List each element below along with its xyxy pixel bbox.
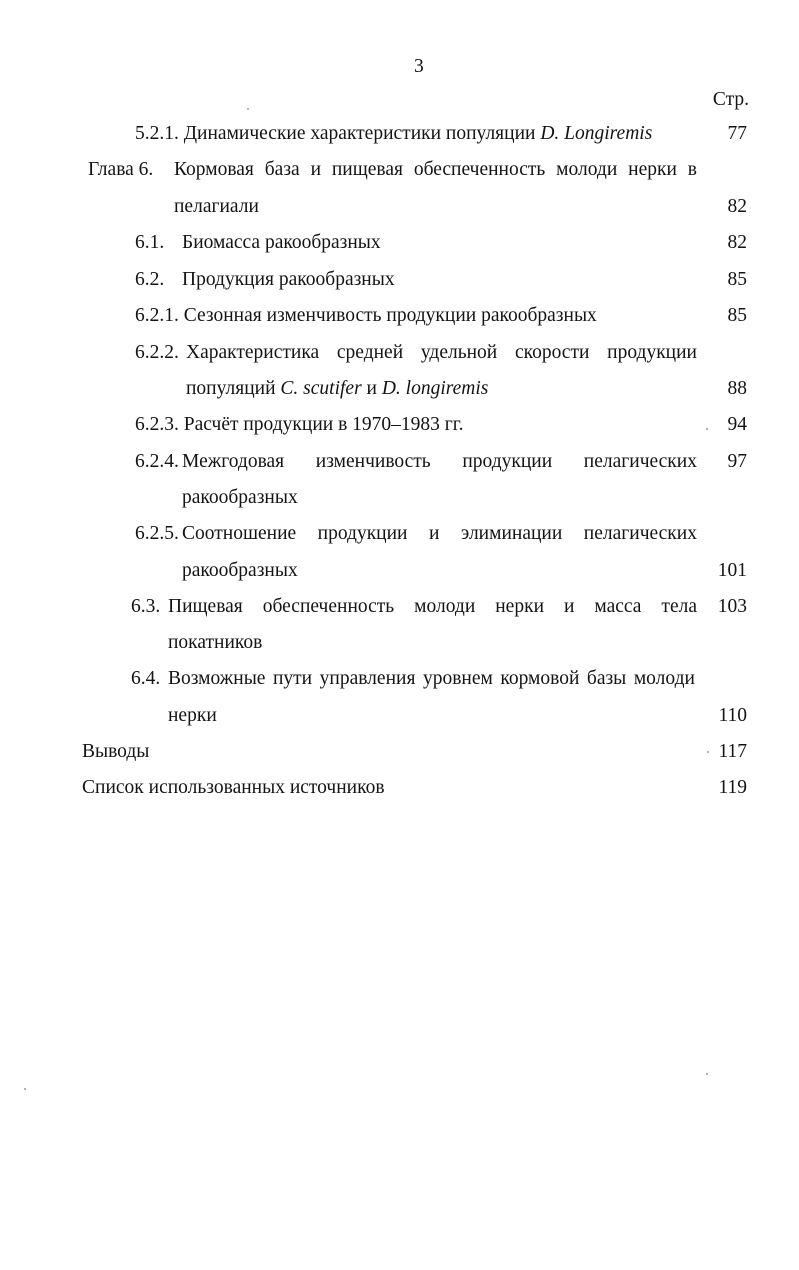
toc-entry-6-2-number: 6.2.	[135, 269, 165, 290]
word: тела	[661, 596, 697, 617]
word: уровнем	[422, 668, 493, 689]
word: управления	[319, 668, 416, 689]
word: обеспеченность	[413, 159, 546, 180]
toc-page-6-1: 82	[727, 232, 747, 253]
word: база	[264, 159, 300, 180]
word: нерки	[495, 596, 544, 617]
toc-entry-6-4-number: 6.4.	[131, 668, 161, 689]
toc-entry-6-2-1	[135, 304, 597, 328]
toc-entry-title: Динамические характеристики популяции	[183, 123, 541, 144]
toc-page-references: 119	[718, 777, 747, 798]
toc-chapter-6-number: Глава 6.	[88, 159, 154, 180]
toc-entry-6-2-5-number: 6.2.5.	[135, 523, 179, 544]
toc-references: Список использованных источников	[82, 777, 385, 798]
toc-page-conclusions: 117	[718, 741, 747, 762]
scan-speck	[706, 1073, 708, 1075]
scan-speck	[706, 428, 708, 430]
species-name: D. Longiremis	[540, 123, 653, 144]
scan-speck	[707, 751, 709, 753]
toc-entry-6-3-number: 6.3.	[131, 596, 161, 617]
toc-conclusions: Выводы	[82, 741, 150, 762]
toc-entry-6-2-5-title	[182, 522, 697, 546]
word: базы	[586, 668, 627, 689]
toc-page-6-2-5: 101	[717, 560, 747, 581]
species-name: C. scutifer	[280, 378, 362, 399]
word: пелагических	[583, 523, 697, 544]
toc-entry-6-2-2-title-cont	[186, 377, 488, 401]
toc-entry-6-2-4-number: 6.2.4.	[135, 451, 179, 472]
toc-entry-5-2-1	[135, 122, 652, 146]
toc-page-5-2-1: 77	[727, 123, 747, 144]
toc-page-6-4: 110	[718, 705, 747, 726]
toc-entry-6-1-title: Биомасса ракообразных	[182, 232, 381, 253]
text: популяций	[186, 378, 281, 399]
toc-page-6-2-2: 88	[727, 378, 747, 399]
scan-speck	[247, 108, 249, 110]
word: скорости	[514, 342, 590, 363]
word: пищевая	[331, 159, 403, 180]
toc-page-6-2-3: 94	[727, 414, 747, 435]
scan-speck	[24, 1088, 26, 1090]
toc-page-6-2: 85	[727, 269, 747, 290]
toc-entry-6-3-title	[168, 595, 697, 619]
toc-entry-title: Сезонная изменчивость продукции ракообразных	[183, 305, 597, 326]
toc-entry-6-2-5-title-cont: ракообразных	[182, 560, 298, 581]
word: Кормовая	[174, 159, 254, 180]
word: удельной	[420, 342, 498, 363]
toc-entry-6-3-title-cont: покатников	[168, 632, 263, 653]
word: обеспеченность	[262, 596, 395, 617]
word: молоди	[556, 159, 618, 180]
word: нерки	[628, 159, 677, 180]
toc-page-6-2-1: 85	[727, 305, 747, 326]
toc-entry-number: 6.2.1.	[135, 305, 179, 326]
toc-entry-6-1-number: 6.1.	[135, 232, 165, 253]
toc-entry-6-2-title: Продукция ракообразных	[182, 269, 395, 290]
toc-entry-6-2-4-title	[182, 450, 697, 474]
toc-chapter-6-title-cont: пелагиали	[174, 196, 259, 217]
word: продукции	[462, 451, 553, 472]
word: пути	[272, 668, 313, 689]
text: и	[361, 378, 382, 399]
toc-page-6-3: 103	[717, 596, 747, 617]
species-name: D. longiremis	[381, 378, 489, 399]
word: Возможные	[168, 668, 266, 689]
toc-entry-title: Расчёт продукции в 1970–1983 гг.	[183, 414, 464, 435]
word: Межгодовая	[182, 451, 285, 472]
word: кормовой	[500, 668, 580, 689]
word: пелагических	[583, 451, 697, 472]
word: продукции	[317, 523, 408, 544]
word: масса	[594, 596, 642, 617]
toc-page-ch6: 82	[727, 196, 747, 217]
word: элиминации	[460, 523, 563, 544]
word: молоди	[414, 596, 476, 617]
word: продукции	[607, 342, 697, 363]
toc-entry-number: 6.2.3.	[135, 414, 179, 435]
toc-entry-6-4-title	[168, 667, 695, 691]
page-number: 3	[414, 56, 424, 77]
toc-entry-6-2-2-number: 6.2.2.	[135, 342, 179, 363]
word: в	[687, 159, 697, 180]
word: и	[310, 159, 321, 180]
toc-entry-6-2-2-title	[186, 341, 697, 365]
word: изменчивость	[315, 451, 431, 472]
word: и	[563, 596, 575, 617]
toc-entry-6-4-title-cont: нерки	[168, 705, 217, 726]
toc-entry-number: 5.2.1.	[135, 123, 179, 144]
page-column-header: Стр.	[712, 89, 749, 110]
word: Соотношение	[182, 523, 297, 544]
word: молоди	[633, 668, 695, 689]
word: Характеристика	[186, 342, 320, 363]
toc-entry-6-2-4-title-cont: ракообразных	[182, 487, 298, 508]
toc-entry-6-2-3	[135, 413, 463, 437]
toc-page-6-2-4: 97	[727, 451, 747, 472]
word: средней	[336, 342, 404, 363]
toc-chapter-6-title	[174, 158, 697, 182]
word: и	[428, 523, 440, 544]
word: Пищевая	[168, 596, 243, 617]
